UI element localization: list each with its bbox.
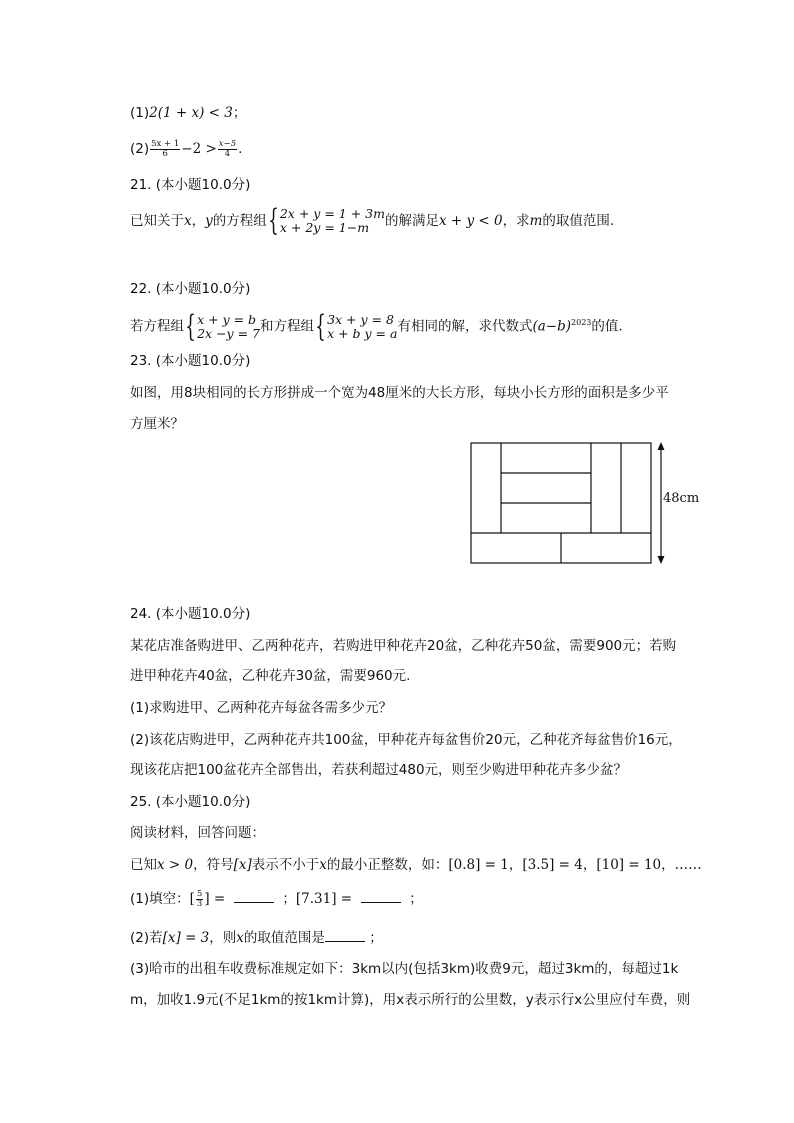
- equation-system-a: x + y = b 2x −y = 7: [197, 311, 260, 341]
- equation-system: 2x + y = 1 + 3m x + 2y = 1−m: [279, 206, 385, 235]
- answer-blank-1[interactable]: [234, 888, 274, 903]
- q25-part1: (1)填空：[ $\frac{5}{3}$ ] = ；[7.31] = ；: [130, 888, 423, 909]
- p20-part2: (2) $\frac{5x + 1}{6}$ −2 > $\frac{x-5}{4}$ .: [130, 138, 243, 159]
- q23-line1: 如图，用8块相同的长方形拼成一个宽为48厘米的大长方形，每块小长方形的面积是多少平: [130, 385, 669, 401]
- q24-line1: 某花店准备购进甲、乙两种花卉，若购进甲种花卉20盆，乙种花卉50盆，需要900元；若购: [130, 638, 677, 654]
- q24-part2-line1: (2)该花店购进甲，乙两种花卉共100盆，甲种花卉每盆售价20元，乙种花齐每盆售价16元，: [130, 732, 682, 748]
- q25-intro: 阅读材料，回答问题：: [130, 825, 265, 841]
- q25-part2: (2)若[x] = 3，则x的取值范围是 ；: [130, 927, 383, 948]
- q24-line2: 进甲种花卉40盆，乙种花卉30盆，需要960元.: [130, 668, 411, 684]
- q25-definition: 已知x > 0，符号[x]表示不小于x的最小正整数，如：[0.8] = 1，[3.5] = 4，[10] = 10，……: [130, 857, 702, 873]
- q25-part3-line1: (3)哈市的出租车收费标准规定如下：3km以内(包括3km)收费9元，超过3km的，每超过1k: [130, 961, 679, 977]
- answer-blank-2[interactable]: [361, 888, 401, 903]
- answer-blank-3[interactable]: [325, 927, 365, 942]
- rectangle-tiling-figure: [465, 438, 685, 570]
- q24-header: 24. (本小题10.0分): [130, 606, 251, 622]
- q22-header: 22. (本小题10.0分): [130, 281, 251, 297]
- dimension-label: 48cm: [663, 491, 700, 506]
- q22-body: 若方程组{ x + y = b 2x −y = 7 和方程组{ 3x + y = 8 x + b y = a 有相同的解，求代数式$(a-b)^{2023}$的值.: [130, 308, 623, 344]
- q23-line2: 方厘米？: [130, 416, 184, 432]
- arrowhead-bottom: [658, 556, 665, 564]
- q25-part3-line2: m，加收1.9元(不足1km的按1km计算)，用x表示所行的公里数，y表示行x公里应付车费，则: [130, 992, 691, 1008]
- fraction: $\frac{5}{3}$: [196, 888, 203, 909]
- q23-header: 23. (本小题10.0分): [130, 353, 251, 369]
- q24-part2-line2: 现该花店把100盆花卉全部售出，若获利超过480元，则至少购进甲种花卉多少盆？: [130, 762, 628, 778]
- equation-system-b: 3x + y = 8 x + b y = a: [327, 311, 398, 341]
- arrowhead-top: [658, 442, 665, 450]
- p20-part1: (1)2(1 + x) < 3；: [130, 105, 247, 121]
- fraction: $\frac{5x + 1}{6}$: [151, 138, 180, 159]
- q25-header: 25. (本小题10.0分): [130, 794, 251, 810]
- q24-part1: (1)求购进甲、乙两种花卉每盆各需多少元？: [130, 700, 393, 716]
- q21-header: 21. (本小题10.0分): [130, 177, 251, 193]
- q21-body: 已知关于x，y的方程组{ 2x + y = 1 + 3m x + 2y = 1−m 的解满足x + y < 0，求m的取值范围.: [130, 203, 615, 238]
- fraction: $\frac{x-5}{4}$: [218, 138, 237, 159]
